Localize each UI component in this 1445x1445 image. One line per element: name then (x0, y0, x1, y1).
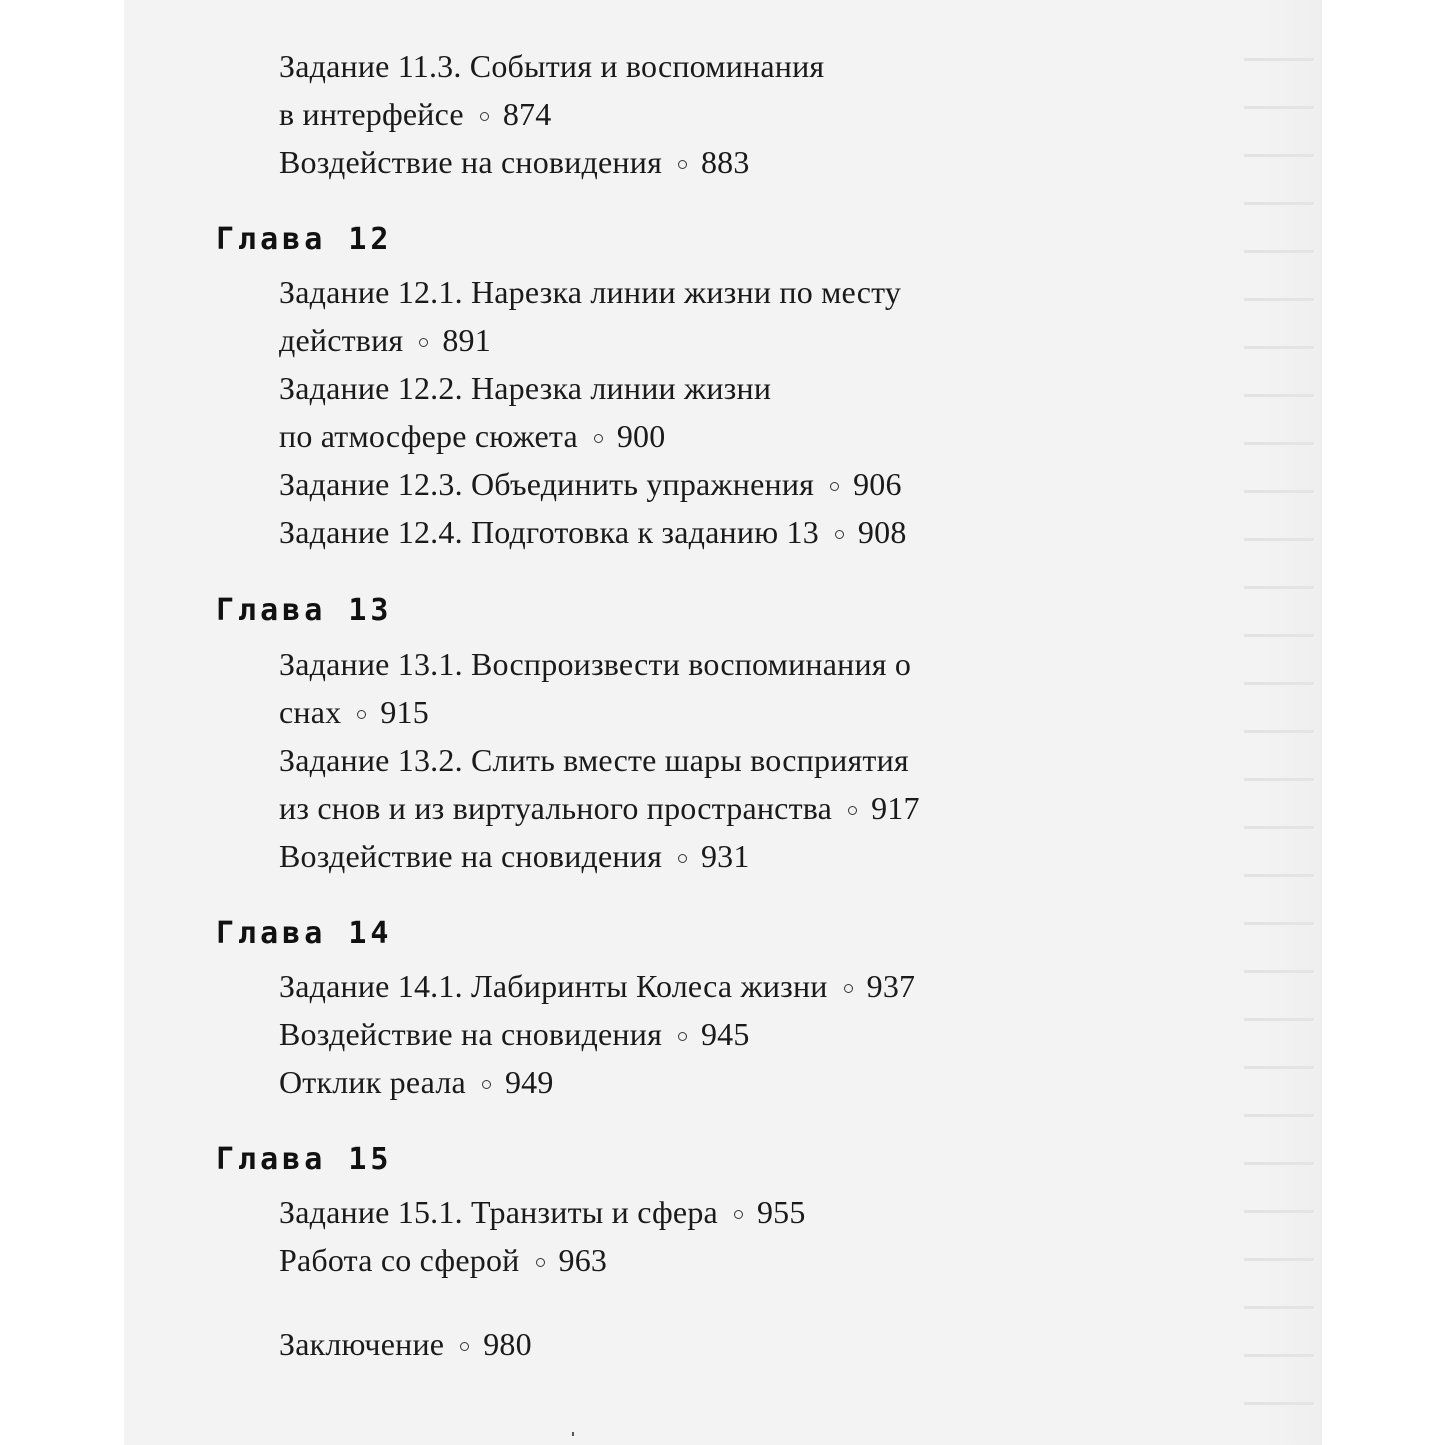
entry-title-line: Отклик реала (279, 1064, 466, 1100)
page-number: 955 (756, 1194, 806, 1230)
page-number: 900 (616, 418, 666, 454)
entry-title-line: по атмосфере сюжета (279, 418, 578, 454)
toc-entry (279, 508, 907, 556)
page-number: 891 (442, 322, 491, 358)
entry-title-line: Задание 12.3. Объединить упражнения (279, 466, 815, 502)
toc-entry (279, 138, 750, 186)
toc-entry (279, 268, 901, 364)
entry-title-line: Задание 12.2. Нарезка линии жизни (279, 370, 772, 406)
page-number: 980 (483, 1326, 532, 1362)
toc-entry (279, 832, 750, 880)
print-speck (572, 1432, 574, 1436)
toc-entry (279, 640, 911, 736)
separator-dot-icon (536, 1258, 545, 1267)
entry-title-line: Воздействие на сновидения (279, 1016, 662, 1052)
toc-entry-closing (279, 1320, 532, 1368)
chapter-heading: Глава 13 (216, 593, 393, 628)
entry-title-line: Задание 14.1. Лабиринты Колеса жизни (279, 968, 828, 1004)
chapter-heading: Глава 15 (216, 1142, 393, 1177)
entry-title-line: снах (279, 694, 342, 730)
entry-title-line: Задание 15.1. Транзиты и сфера (279, 1194, 718, 1230)
entry-title-line: Задание 12.4. Подготовка к заданию 13 (279, 514, 819, 550)
separator-dot-icon (734, 1210, 743, 1219)
entry-title-line: Задание 13.2. Слить вместе шары восприятия (279, 742, 909, 778)
page-number: 883 (700, 144, 750, 180)
toc-entry (279, 1010, 750, 1058)
table-of-contents (124, 0, 1322, 1445)
separator-dot-icon (678, 160, 687, 169)
toc-entry (279, 1236, 607, 1284)
toc-entry (279, 1188, 806, 1236)
entry-title-line: из снов и из виртуального пространства (279, 790, 833, 826)
separator-dot-icon (844, 984, 853, 993)
separator-dot-icon (594, 434, 603, 443)
page-number: 906 (853, 466, 902, 502)
page-number: 915 (380, 694, 429, 730)
separator-dot-icon (830, 482, 839, 491)
toc-entry (279, 736, 920, 832)
separator-dot-icon (482, 1080, 491, 1089)
page-number: 931 (700, 838, 750, 874)
page-number: 874 (502, 96, 552, 132)
separator-dot-icon (460, 1342, 469, 1351)
separator-dot-icon (357, 710, 366, 719)
entry-title-line: Воздействие на сновидения (279, 838, 662, 874)
separator-dot-icon (848, 806, 857, 815)
toc-entry (279, 364, 771, 460)
chapter-heading: Глава 14 (216, 916, 393, 951)
entry-title-line: Работа со сферой (279, 1242, 520, 1278)
page-number: 917 (871, 790, 920, 826)
toc-entry (279, 1058, 554, 1106)
page-number: 937 (866, 968, 916, 1004)
page-number: 908 (857, 514, 907, 550)
page-number: 949 (504, 1064, 554, 1100)
toc-entry (279, 962, 915, 1010)
entry-title-line: Задание 11.3. События и воспоминания (279, 48, 825, 84)
page-number: 963 (558, 1242, 608, 1278)
entry-title-line: в интерфейсе (279, 96, 464, 132)
chapter-heading: Глава 12 (216, 222, 393, 257)
toc-entry (279, 42, 824, 138)
entry-title-line: Задание 13.1. Воспроизвести воспоминания о (279, 646, 912, 682)
separator-dot-icon (678, 1032, 687, 1041)
toc-entry (279, 460, 902, 508)
page-number: 945 (700, 1016, 750, 1052)
separator-dot-icon (419, 338, 428, 347)
entry-title-line: Воздействие на сновидения (279, 144, 662, 180)
separator-dot-icon (835, 530, 844, 539)
separator-dot-icon (480, 112, 489, 121)
book-page (124, 0, 1322, 1445)
entry-title-line: Заключение (279, 1326, 445, 1362)
separator-dot-icon (678, 854, 687, 863)
entry-title-line: Задание 12.1. Нарезка линии жизни по месту (279, 274, 902, 310)
entry-title-line: действия (279, 322, 404, 358)
